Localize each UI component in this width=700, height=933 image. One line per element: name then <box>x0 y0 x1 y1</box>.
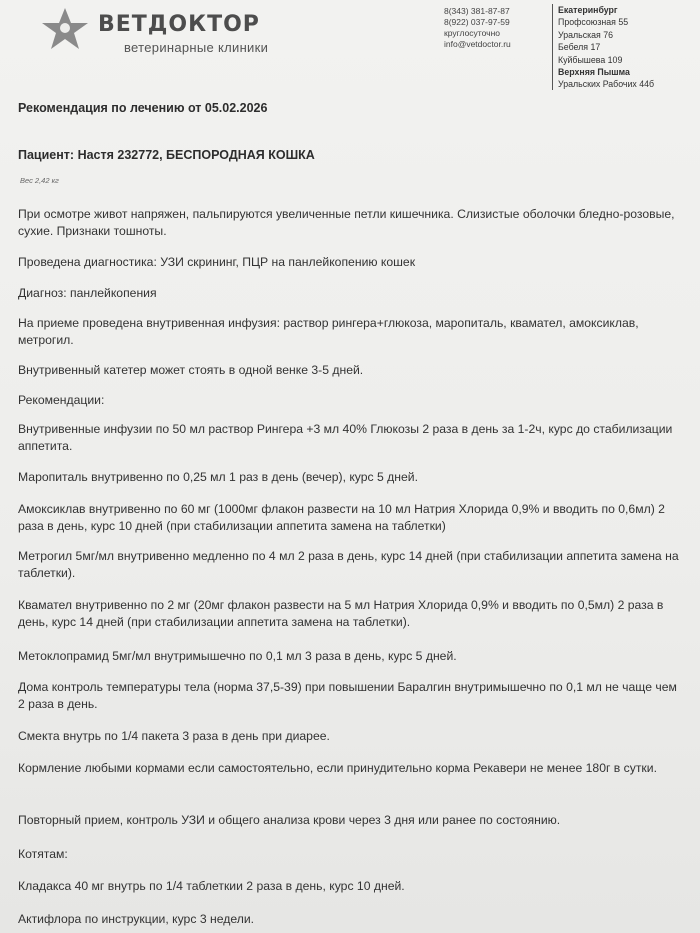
phone-2: 8(922) 037-97-59 <box>444 17 510 27</box>
recommendation-item: Смекта внутрь по 1/4 пакета 3 раза в день при диарее. <box>18 729 330 743</box>
recommendation-item: Актифлора по инструкции, курс 3 недели. <box>18 912 255 926</box>
email: info@vetdoctor.ru <box>444 39 511 49</box>
recommendation-item: Кладакса 40 мг внутрь по 1/4 таблеткии 2 раза в день, курс 10 дней. <box>18 879 405 893</box>
clinic-logo <box>38 6 338 56</box>
patient-line: Пациент: Настя 232772, БЕСПОРОДНАЯ КОШКА <box>18 148 315 162</box>
brand-subtitle: ветеринарные клиники <box>124 40 269 55</box>
infusion-given: На приеме проведена внутривенная инфузия: раствор рингера+глюкоза, маропиталь, квамател, амоксиклав, метрогил. <box>18 316 639 347</box>
address-list <box>558 4 698 91</box>
recommendation-item: Квамател внутривенно по 2 мг (20мг флакон развести на 5 мл Натрия Хлорида 0,9% и вводить по 0,5мл) 2 раза в день, курс 14 дней (при стабилизации аппетита замена на таблетки). <box>18 598 664 629</box>
recommendations-heading: Рекомендации: <box>18 393 105 407</box>
star-cat-logo-icon <box>38 6 92 52</box>
recommendation-item: Кормление любыми кормами если самостоятельно, если принудительно корма Рекавери не менее 180г в сутки. <box>18 761 657 775</box>
exam-findings: При осмотре живот напряжен, пальпируются увеличенные петли кишечника. Слизистые оболочки бледно-розовые, сухие. Признаки тошноты. <box>18 207 675 238</box>
recommendation-item: Внутривенные инфузии по 50 мл раствор Рингера +3 мл 40% Глюкозы 2 раза в день за 1-2ч, курс до стабилизации аппетита. <box>18 422 673 453</box>
hours-note: круглосуточно <box>444 28 500 38</box>
city-verkhnyaya-pyshma: Верхняя Пышма <box>558 67 630 78</box>
kittens-heading: Котятам: <box>18 847 68 861</box>
address-line: Профсоюзная 55 <box>558 17 629 28</box>
patient-weight: Вес 2,42 кг <box>20 176 59 185</box>
address-line: Куйбышева 109 <box>558 54 623 65</box>
recommendation-item: Повторный прием, контроль УЗИ и общего анализа крови через 3 дня или ранее по состоянию. <box>18 813 561 827</box>
recommendation-item: Амоксиклав внутривенно по 60 мг (1000мг флакон развести на 10 мл Натрия Хлорида 0,9% и вводить по 0,6мл) 2 раза в день, курс 10 дней (при стабилизации аппетита замена на таблетки) <box>18 502 665 533</box>
diagnostics: Проведена диагностика: УЗИ скрининг, ПЦР на панлейкопению кошек <box>18 255 416 269</box>
catheter-note: Внутривенный катетер может стоять в одной венке 3-5 дней. <box>18 363 364 377</box>
recommendation-item: Дома контроль температуры тела (норма 37,5-39) при повышении Баралгин внутримышечно по 0,1 мл не чаще чем 2 раза в день. <box>18 680 677 711</box>
diagnosis: Диагноз: панлейкопения <box>18 286 157 300</box>
recommendation-item: Маропиталь внутривенно по 0,25 мл 1 раз в день (вечер), курс 5 дней. <box>18 470 418 484</box>
phone-1: 8(343) 381-87-87 <box>444 6 510 16</box>
contact-info <box>444 6 548 50</box>
address-line: Бебеля 17 <box>558 42 601 53</box>
address-line: Уральских Рабочих 44б <box>558 79 655 90</box>
city-ekaterinburg: Екатеринбург <box>558 5 618 15</box>
header-divider <box>552 4 553 90</box>
address-line: Уральская 76 <box>558 29 614 40</box>
brand-name: ВЕТДОКТОР <box>98 12 260 37</box>
recommendation-item: Метрогил 5мг/мл внутривенно медленно по 4 мл 2 раза в день, курс 14 дней (при стабилизации аппетита замена на таблетки). <box>18 549 679 580</box>
recommendation-item: Метоклопрамид 5мг/мл внутримышечно по 0,1 мл 3 раза в день, курс 5 дней. <box>18 649 457 663</box>
document-title: Рекомендация по лечению от 05.02.2026 <box>18 101 268 115</box>
